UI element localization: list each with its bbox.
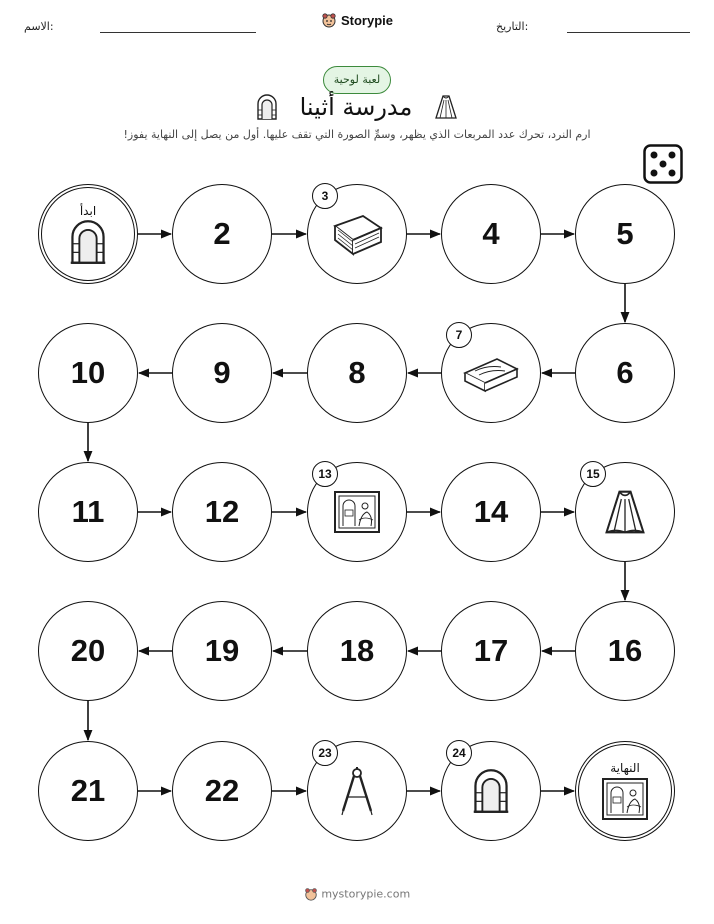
board-cell-14 [441,462,541,562]
board-cell-24 [441,741,541,841]
board-cell-12 [172,462,272,562]
footer [0,887,714,901]
tablet-icon [461,353,521,393]
board-cell-9 [172,323,272,423]
board-cell-5 [575,184,675,284]
board-cell-2 [172,184,272,284]
page-title: مدرسة أثينا [299,93,413,121]
board-cell-18 [307,601,407,701]
cell-number: 18 [339,633,375,668]
arch-window-icon [472,768,510,814]
brand-name: Storypie [340,12,393,28]
cloak-icon [602,488,648,536]
cell-number-badge: 7 [446,322,472,348]
finish-label: النهاية [610,761,640,775]
cell-number-badge: 3 [312,183,338,209]
cell-number-badge: 24 [446,740,472,766]
cell-number: 14 [473,494,509,529]
start-label: ابدأ [79,204,97,218]
board-cell-22 [172,741,272,841]
board-cell-20 [38,601,138,701]
storypie-logo-icon [304,887,318,901]
board-cell-4 [441,184,541,284]
painting-icon [601,777,649,821]
cell-number: 19 [204,633,240,668]
cell-number: 9 [213,355,231,390]
cell-number: 8 [348,355,366,390]
board-cell-10 [38,323,138,423]
cell-number: 12 [204,494,240,529]
footer-url[interactable]: mystorypie.com [321,887,411,901]
board-cell-3 [307,184,407,284]
cell-number: 11 [71,494,105,529]
cell-number-badge: 13 [312,461,338,487]
start-cell [38,184,138,284]
cell-number: 4 [482,216,500,251]
cell-number-badge: 15 [580,461,606,487]
cell-number: 6 [616,355,634,390]
cell-number: 10 [70,355,106,390]
cell-number: 20 [70,633,106,668]
board-cell-21 [38,741,138,841]
board-cell-11 [38,462,138,562]
compass-icon [337,765,377,817]
board-cell-7 [441,323,541,423]
board-cell-19 [172,601,272,701]
board-cell-23 [307,741,407,841]
name-label: الاسم: [24,20,54,33]
board-cell-13 [307,462,407,562]
date-label: التاريخ: [496,20,529,33]
board-cell-6 [575,323,675,423]
painting-icon [333,490,381,534]
finish-cell [575,741,675,841]
book-icon [329,210,385,258]
cell-number: 16 [607,633,643,668]
board-cell-8 [307,323,407,423]
arch-window-icon [69,219,107,265]
board-cell-17 [441,601,541,701]
board-cell-15 [575,462,675,562]
board-cell-16 [575,601,675,701]
cell-number: 5 [616,216,634,251]
cell-number: 17 [473,633,509,668]
instructions: ارم النرد، تحرك عدد المربعات الذي يظهر، وسمِّ الصورة التي تقف عليها. أول من يصل إلى النهاية يفوز! [123,128,591,141]
cell-number-badge: 23 [312,740,338,766]
cell-number: 22 [204,773,240,808]
game-type-tag: لعبة لوحية [323,66,391,94]
cell-number: 2 [213,216,231,251]
cell-number: 21 [70,773,106,808]
